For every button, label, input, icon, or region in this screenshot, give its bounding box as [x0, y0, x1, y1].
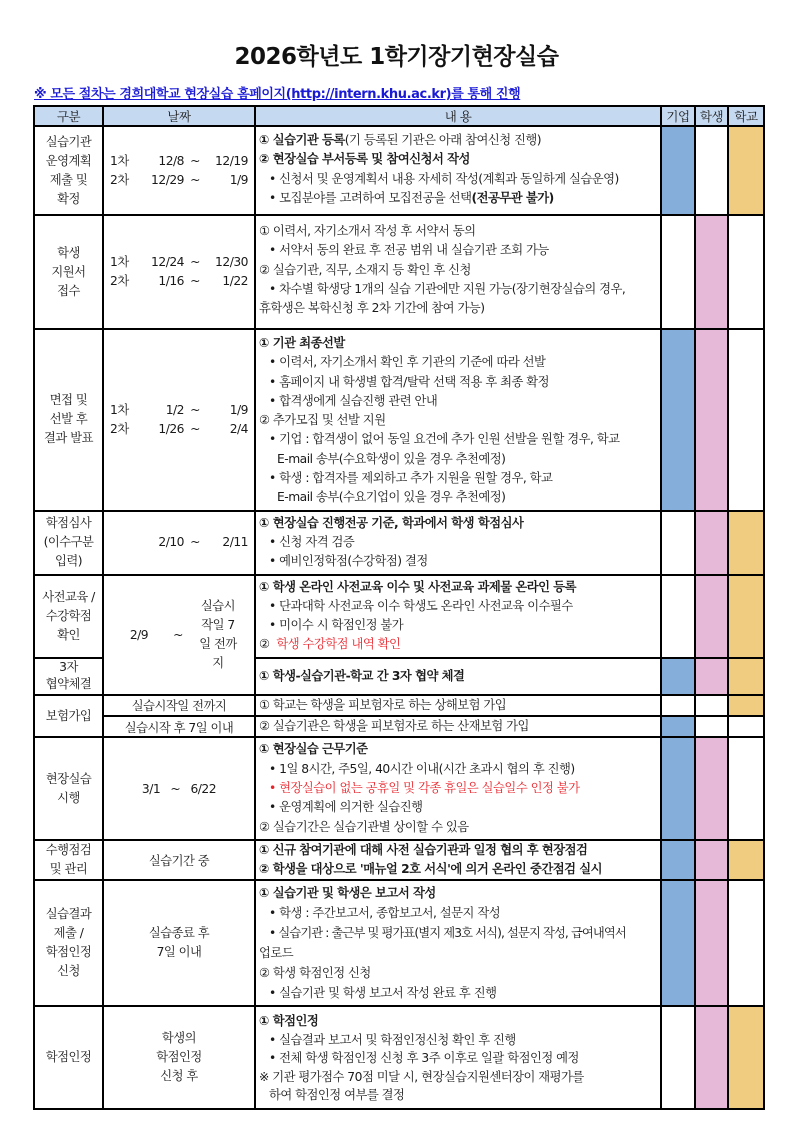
content-bullet-cont: E-mail 송부(수요기업이 있을 경우 추천예정) [277, 490, 506, 505]
row-date-text: 실습시작 후 7일 이내 [103, 716, 255, 737]
role-school-cell [728, 575, 764, 658]
row-category [34, 840, 103, 881]
table-row [34, 329, 764, 511]
end-date-line: 작일 7 [201, 617, 235, 632]
role-company-cell [661, 695, 695, 716]
header-content: 내 용 [255, 106, 661, 126]
role-school-cell [728, 126, 764, 215]
date-separator: ~ [190, 274, 200, 288]
content-item: ① 신규 참여기관에 대해 사전 실습기관과 일정 협의 후 현장점검 [259, 842, 588, 857]
table-row [34, 840, 764, 881]
table-row [34, 215, 764, 329]
category-line: (이수구분 [43, 535, 94, 550]
content-bullet: • 모집분야를 고려하여 모집전공을 선택 [269, 190, 472, 205]
header-date: 날짜 [103, 106, 255, 126]
page-title: 2026학년도 1학기장기현장실습 [234, 44, 559, 70]
row-content [255, 329, 661, 511]
row-category [34, 575, 103, 658]
category-line: 학점인정 [45, 1050, 92, 1065]
header-student: 학생 [695, 106, 728, 126]
row-content [255, 658, 661, 695]
round-label: 2차 [110, 421, 129, 436]
row-category [34, 511, 103, 575]
role-school-cell [728, 1006, 764, 1109]
table-row [34, 511, 764, 575]
row-content [255, 1006, 661, 1109]
content-item: ② 현장실습 부서등록 및 참여신청서 작성 [259, 152, 470, 167]
end-date-line: 실습시 [200, 598, 236, 613]
category-line: 접수 [57, 283, 80, 298]
round-label: 1차 [110, 153, 129, 168]
row-dates [103, 126, 255, 215]
table-header-row [34, 106, 764, 126]
content-item: ① 학점인정 [259, 1014, 319, 1029]
round-label: 1차 [110, 402, 129, 417]
content-item: ① 이력서, 자기소개서 작성 후 서약서 동의 [259, 224, 476, 238]
table-row [34, 716, 764, 737]
category-line: 실습결과 [45, 907, 92, 922]
table-row [34, 880, 764, 1006]
content-note-cont: 하여 학점인정 여부를 결정 [269, 1088, 405, 1103]
role-student-cell [695, 1006, 728, 1109]
date-line: 실습종료 후 [148, 926, 210, 941]
end-date: 2/4 [229, 421, 248, 436]
row-content [255, 695, 661, 716]
content-item: ② 실습기관은 학생을 피보험자로 하는 산재보험 가입 [259, 719, 529, 734]
category-line: 시행 [57, 790, 80, 805]
date-separator: ~ [190, 172, 200, 187]
category-line: 현장실습 [45, 771, 92, 786]
content-bullet: • 운영계획에 의거한 실습진행 [269, 800, 423, 815]
row-dates [103, 215, 255, 329]
role-student-cell [695, 716, 728, 737]
header-school: 학교 [728, 106, 764, 126]
content-item: ② 학생 학점인정 신청 [259, 966, 371, 981]
category-line: 사전교육 / [42, 589, 95, 604]
table-row [34, 737, 764, 839]
role-student-cell [695, 511, 728, 575]
role-student-cell [695, 575, 728, 658]
content-bullet-warning: • 현장실습이 없는 공휴일 및 각종 휴일은 실습일수 인정 불가 [269, 780, 580, 795]
category-line: 학점심사 [45, 516, 92, 531]
role-company-cell [661, 716, 695, 737]
content-item: ① 실습기관 등록 [259, 133, 345, 147]
row-date-text [103, 880, 255, 1006]
content-item: ① 현장실습 진행전공 기준, 학과에서 학생 학점심사 [259, 515, 524, 530]
row-content [255, 840, 661, 881]
start-date: 1/26 [158, 421, 184, 436]
round-label: 1차 [110, 255, 129, 269]
category-line: 신청 [57, 964, 80, 979]
content-item: ② 추가모집 및 선발 지원 [259, 413, 386, 428]
row-category [34, 737, 103, 839]
content-bullet-cont: E-mail 송부(수요학생이 있을 경우 추천예정) [277, 451, 506, 466]
category-line: 실습기관 [45, 134, 92, 149]
start-date: 3/1 [141, 781, 161, 796]
content-bullet-cont: 휴학생은 복학신청 후 2차 기간에 참여 가능) [259, 301, 485, 316]
content-bullet: • 이력서, 자기소개서 확인 후 기관의 기준에 따라 선발 [269, 355, 546, 370]
end-date: 1/9 [229, 402, 248, 417]
role-company-cell [661, 511, 695, 575]
category-line: 수행점검 [45, 843, 92, 858]
date-line: 학점인정 [156, 1050, 202, 1065]
table-row [34, 575, 764, 658]
row-dates [103, 511, 255, 575]
role-school-cell [728, 511, 764, 575]
content-item: ① 학생-실습기관-학교 간 3자 협약 체결 [259, 668, 465, 683]
date-separator: ~ [190, 421, 200, 436]
category-line: 운영계획 [45, 153, 92, 168]
category-line: 확정 [57, 191, 80, 206]
date-separator: ~ [190, 535, 200, 550]
category-line: 지원서 [51, 264, 86, 279]
category-line: 제출 / [53, 926, 84, 941]
role-school-cell [728, 329, 764, 511]
round-label: 2차 [110, 172, 129, 187]
role-student-cell [695, 695, 728, 716]
content-bullet: • 차수별 학생당 1개의 실습 기관에만 지원 가능(장기현장실습의 경우, [269, 281, 626, 296]
content-bullet: • 학생 : 합격자를 제외하고 추가 지원을 원할 경우, 학교 [269, 471, 553, 486]
content-bullet: • 실습결과 보고서 및 학점인정신청 확인 후 진행 [269, 1032, 516, 1047]
header-gubun: 구분 [34, 106, 103, 126]
table-row [34, 126, 764, 215]
date-line: 학생의 [161, 1031, 197, 1046]
end-date: 1/22 [222, 274, 248, 288]
content-item: ① 실습기관 및 학생은 보고서 작성 [259, 886, 436, 901]
row-content [255, 575, 661, 658]
row-category [34, 1006, 103, 1109]
table-row [34, 695, 764, 716]
category-line: 3자 [59, 660, 78, 675]
role-student-cell [695, 329, 728, 511]
role-company-cell [661, 880, 695, 1006]
end-date [191, 597, 245, 673]
content-item: ① 학교는 학생을 피보험자로 하는 상해보험 가입 [259, 697, 507, 712]
end-date: 1/9 [229, 172, 248, 187]
content-item: ① 학생 온라인 사전교육 이수 및 사전교육 과제물 온라인 등록 [259, 579, 577, 594]
role-company-cell [661, 1006, 695, 1109]
table-row [34, 1006, 764, 1109]
row-category [34, 658, 103, 695]
content-item-note: (기 등록된 기관은 아래 참여신청 진행) [344, 133, 542, 147]
content-item: ① 기관 최종선발 [259, 336, 345, 350]
row-content [255, 215, 661, 329]
role-company-cell [661, 658, 695, 695]
end-date: 2/11 [222, 535, 248, 550]
category-line: 협약체결 [45, 677, 92, 692]
content-bullet: • 학생 : 주간보고서, 종합보고서, 설문지 작성 [269, 906, 501, 921]
category-line: 입력) [54, 554, 83, 569]
row-category [34, 215, 103, 329]
date-separator: ~ [190, 255, 200, 269]
row-content [255, 737, 661, 839]
content-note: ※ 기관 평가점수 70점 미달 시, 현장실습지원센터장이 재평가를 [259, 1069, 584, 1084]
row-category [34, 695, 103, 738]
round-label: 2차 [110, 274, 129, 288]
role-school-cell [728, 880, 764, 1006]
category-line: 선발 후 [49, 412, 88, 427]
start-date: 12/24 [151, 255, 184, 269]
content-item: ② 실습기간은 실습기관별 상이할 수 있음 [259, 819, 469, 834]
row-category [34, 880, 103, 1006]
row-category [34, 329, 103, 511]
role-school-cell [728, 840, 764, 881]
start-date: 1/2 [165, 402, 184, 417]
category-line: 및 관리 [49, 862, 88, 877]
date-line: 신청 후 [160, 1069, 198, 1084]
role-school-cell [728, 716, 764, 737]
role-student-cell [695, 126, 728, 215]
role-company-cell [661, 215, 695, 329]
category-line: 제출 및 [49, 172, 88, 187]
content-bullet: • 미이수 시 학점인정 불가 [269, 618, 404, 633]
row-category [34, 126, 103, 215]
category-line: 학점인정 [45, 945, 92, 960]
start-date: 1/16 [158, 274, 184, 288]
role-company-cell [661, 329, 695, 511]
content-bullet: • 실습기관 및 학생 보고서 작성 완료 후 진행 [269, 986, 497, 1001]
row-content [255, 511, 661, 575]
content-bullet-cont: 업로드 [259, 946, 294, 961]
row-content [255, 880, 661, 1006]
role-school-cell [728, 695, 764, 716]
row-date-text [103, 1006, 255, 1109]
row-content [255, 716, 661, 737]
category-line: 면접 및 [49, 393, 88, 408]
end-date: 6/22 [190, 781, 217, 796]
role-student-cell [695, 880, 728, 1006]
role-student-cell [695, 840, 728, 881]
category-line: 확인 [57, 627, 80, 642]
content-bullet: • 신청서 및 운영계획서 내용 자세히 작성(계획과 동일하게 실습운영) [269, 171, 619, 186]
content-item: ① 현장실습 근무기준 [259, 742, 368, 757]
date-separator: ~ [173, 627, 183, 642]
content-item: ② 학생을 대상으로 '매뉴얼 2호 서식'에 의거 온라인 중간점검 실시 [259, 862, 602, 877]
end-date: 12/19 [215, 153, 248, 168]
homepage-notice-link[interactable]: ※ 모든 절차는 경희대학교 현장실습 홈페이지(http://intern.khu.ac.kr)를 통해 진행 [34, 87, 521, 102]
date-separator: ~ [190, 153, 200, 168]
row-dates [103, 737, 255, 839]
round-label [110, 533, 138, 552]
content-bullet: • 홈페이지 내 학생별 합격/탈락 선택 적용 후 최종 확정 [269, 374, 550, 389]
role-student-cell [695, 737, 728, 839]
start-date: 2/9 [129, 627, 149, 642]
start-date: 12/8 [158, 153, 184, 168]
role-school-cell [728, 658, 764, 695]
role-company-cell [661, 575, 695, 658]
content-bullet: • 합격생에게 실습진행 관련 안내 [269, 393, 438, 408]
start-date: 12/29 [151, 172, 184, 187]
date-separator: ~ [190, 402, 200, 417]
end-date-line: 일 전까 [199, 636, 237, 651]
row-content [255, 126, 661, 215]
content-bullet: • 1일 8시간, 주5일, 40시간 이내(시간 초과시 협의 후 진행) [269, 761, 575, 776]
content-item: ② 실습기관, 직무, 소재지 등 확인 후 신청 [259, 262, 471, 277]
row-dates [103, 329, 255, 511]
content-bullet: • 예비인정학점(수강학점) 결정 [269, 554, 428, 569]
content-bullet: • 신청 자격 검증 [269, 534, 355, 549]
role-school-cell [728, 215, 764, 329]
content-bullet: • 실습기관 : 출근부 및 평가표(별지 제3호 서식), 설문지 작성, 급여내역서 [269, 926, 626, 941]
content-bullet: • 서약서 동의 완료 후 전공 범위 내 실습기관 조회 가능 [269, 243, 549, 258]
end-date-line: 지 [212, 655, 224, 670]
role-student-cell [695, 658, 728, 695]
content-item-number: ② [259, 637, 270, 652]
header-company: 기업 [661, 106, 695, 126]
role-school-cell [728, 737, 764, 839]
date-separator: ~ [170, 781, 181, 796]
content-bullet-note: (전공무관 불가) [471, 190, 554, 205]
role-company-cell [661, 840, 695, 881]
category-line: 보험가입 [45, 708, 92, 723]
start-date: 2/10 [158, 535, 184, 550]
date-line: 7일 이내 [156, 945, 202, 960]
row-dates [103, 575, 255, 695]
schedule-table [33, 105, 765, 1110]
content-bullet: • 전체 학생 학점인정 신청 후 3주 이후로 일괄 학점인정 예정 [269, 1051, 579, 1066]
role-student-cell [695, 215, 728, 329]
content-item-warning: 학생 수강학점 내역 확인 [276, 637, 401, 652]
end-date: 12/30 [215, 255, 248, 269]
content-bullet: • 단과대학 사전교육 이수 학생도 온라인 사전교육 이수필수 [269, 598, 573, 613]
row-date-text: 실습시작일 전까지 [103, 695, 255, 716]
content-bullet: • 기업 : 합격생이 없어 동일 요건에 추가 인원 선발을 원할 경우, 학교 [269, 432, 620, 447]
role-company-cell [661, 126, 695, 215]
row-date-text: 실습기간 중 [103, 840, 255, 881]
role-company-cell [661, 737, 695, 839]
category-line: 수강학점 [45, 608, 92, 623]
category-line: 결과 발표 [44, 431, 93, 446]
category-line: 학생 [57, 245, 80, 260]
